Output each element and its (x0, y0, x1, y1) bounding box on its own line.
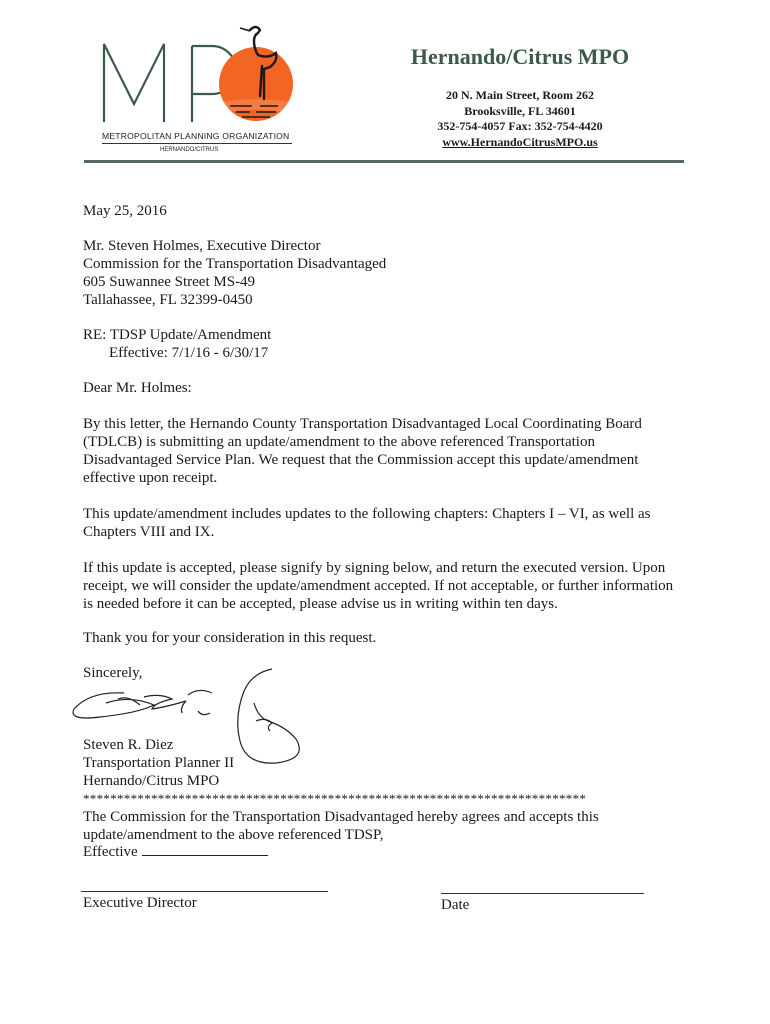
effective-label: Effective (83, 844, 138, 860)
org-name: Hernando/Citrus MPO (410, 44, 630, 69)
date-signature-line[interactable] (441, 893, 644, 894)
logo-underline (102, 143, 292, 144)
closing: Sincerely, (83, 665, 143, 681)
mpo-logo (100, 22, 300, 162)
paragraph-line: This update/amendment includes updates to the following chapters: Chapters I – VI, as well as (83, 506, 651, 522)
header-rule (84, 160, 684, 163)
acceptance-line: The Commission for the Transportation Disadvantaged hereby agrees and accepts this (83, 809, 599, 825)
paragraph-line: is needed before it can be accepted, please advise us in writing within ten days. (83, 596, 558, 612)
recipient-line: 605 Suwannee Street MS-49 (83, 274, 256, 290)
website-link[interactable]: www.HernandoCitrusMPO.us (442, 134, 598, 149)
recipient-line: Commission for the Transportation Disadvantaged (83, 256, 387, 272)
paragraph-line: Thank you for your consideration in this request. (83, 630, 377, 646)
paragraph-line: (TDLCB) is submitting an update/amendment to the above referenced Transportation (83, 434, 595, 450)
logo-subcaption: HERNANDO/CITRUS (160, 147, 219, 153)
logo-caption: METROPOLITAN PLANNING ORGANIZATION (102, 131, 290, 141)
paragraph-line: receipt, we will consider the update/amendment accepted. If not acceptable, or further information (83, 578, 674, 594)
separator-stars: ************************************************************************** (83, 791, 587, 806)
paragraph-line: Chapters VIII and IX. (83, 524, 215, 540)
paragraph-line: Disadvantaged Service Plan. We request that the Commission accept this update/amendment (83, 452, 639, 468)
executive-director-label: Executive Director (83, 895, 197, 911)
paragraph-line: effective upon receipt. (83, 470, 218, 486)
mpo-logo-graphic (100, 22, 300, 132)
signer-name: Steven R. Diez (83, 737, 174, 753)
address-line-2: Brooksville, FL 34601 (464, 103, 576, 118)
paragraph-line: If this update is accepted, please signify by signing below, and return the executed version. Upon (83, 560, 666, 576)
signer-org: Hernando/Citrus MPO (83, 773, 220, 789)
recipient-line: Mr. Steven Holmes, Executive Director (83, 238, 321, 254)
executive-director-signature-line[interactable] (81, 891, 328, 892)
re-line: RE: TDSP Update/Amendment (83, 327, 272, 343)
re-effective: Effective: 7/1/16 - 6/30/17 (109, 345, 269, 361)
acceptance-line: update/amendment to the above referenced TDSP, (83, 827, 384, 843)
org-address (405, 88, 635, 150)
effective-row (83, 841, 268, 861)
date-label: Date (441, 897, 470, 913)
address-line-1: 20 N. Main Street, Room 262 (445, 88, 595, 102)
paragraph-line: By this letter, the Hernando County Transportation Disadvantaged Local Coordinating Board (83, 416, 642, 432)
letter-date: May 25, 2016 (83, 203, 167, 219)
phone-fax: 352-754-4057 Fax: 352-754-4420 (437, 119, 603, 133)
signer-title: Transportation Planner II (83, 755, 235, 771)
recipient-line: Tallahassee, FL 32399-0450 (83, 292, 253, 308)
effective-date-field[interactable] (142, 841, 268, 856)
salutation: Dear Mr. Holmes: (83, 380, 192, 396)
